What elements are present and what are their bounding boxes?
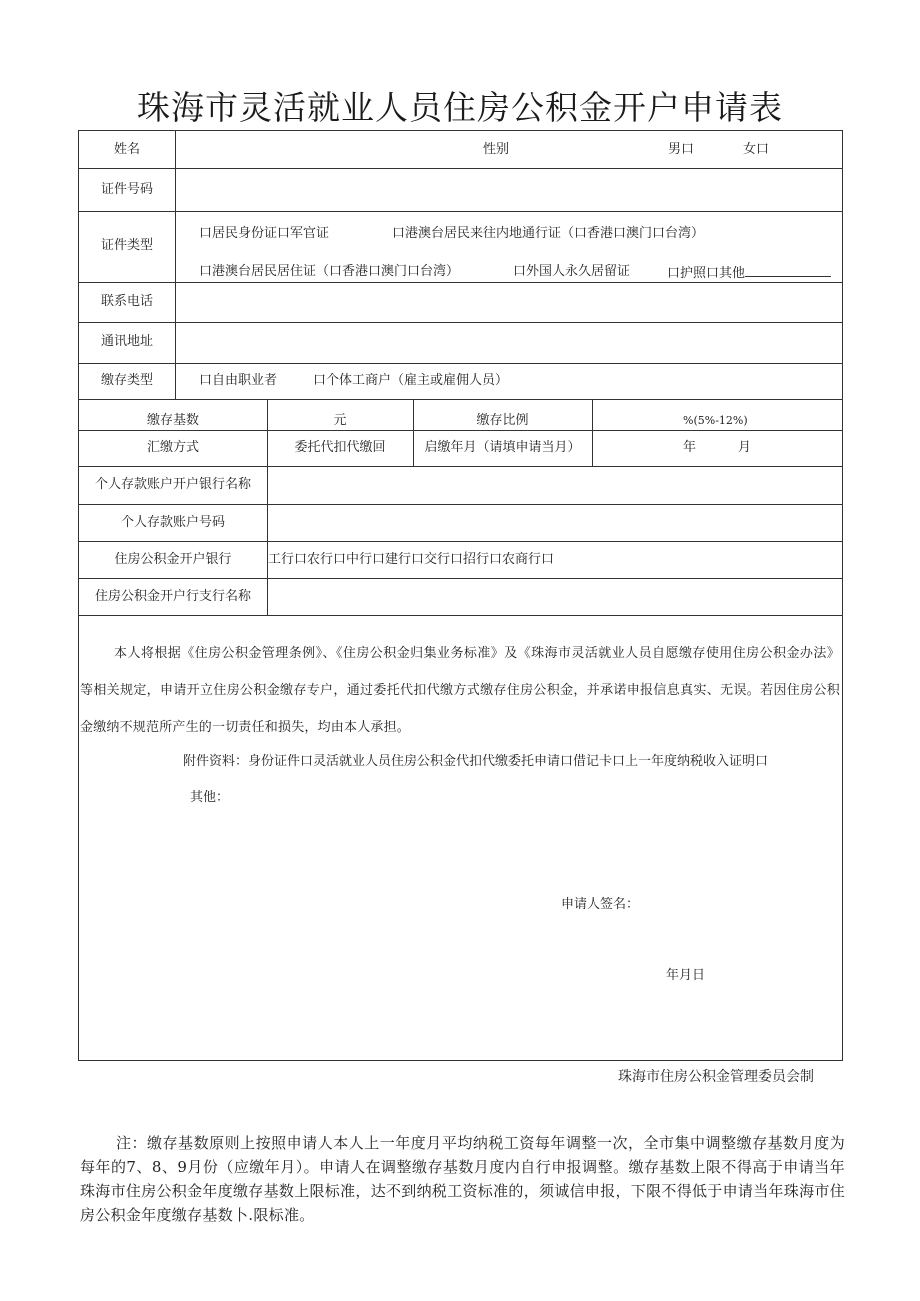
footnote: 注：缴存基数原则上按照申请人本人上一年度月平均纳税工资每年调整一次，全市集中调整缴存基数月度为每年的7、8、9月份（应缴年月）。申请人在调整缴存基数月度内自行申报调整。缴存基数上限不得高于申请当年珠海市住房公积金年度缴存基数上限标准，达不到纳税工资标准的，须诚信申报，下限不得低于申请当年珠海市住房公积金年度缴存基数卜.限标准。 bbox=[80, 1134, 846, 1224]
signature-label: 申请人签名： bbox=[561, 897, 640, 912]
name-label: 姓名 bbox=[113, 142, 140, 157]
fund-bank-label: 住房公积金开户银行 bbox=[114, 552, 232, 567]
date-label: 年月日 bbox=[666, 968, 706, 983]
attachments-line[interactable]: 附件资料：身份证件口灵活就业人员住房公积金代扣代缴委托申请口借记卡口上一年度纳税收入证明口 bbox=[183, 754, 769, 769]
id-type-options-3[interactable]: 口港澳台居民居住证（口香港口澳门口台湾） bbox=[199, 264, 460, 279]
id-type-options-4[interactable]: 口外国人永久居留证 bbox=[513, 264, 631, 279]
other-label: 其他： bbox=[190, 790, 230, 805]
id-type-options-2[interactable]: 口港澳台居民来往内地通行证（口香港口澳门口台湾） bbox=[392, 226, 705, 241]
id-type-other-blank[interactable] bbox=[745, 264, 831, 277]
bank-name-label: 个人存款账户开户银行名称 bbox=[94, 477, 251, 492]
account-number-label: 个人存款账户号码 bbox=[120, 515, 225, 530]
start-month-unit: 月 bbox=[738, 440, 752, 455]
page-title: 珠海市灵活就业人员住房公积金开户申请表 bbox=[137, 88, 783, 127]
method-label: 汇缴方式 bbox=[146, 440, 199, 455]
ratio-value: %(5%-12%) bbox=[683, 414, 748, 427]
gender-label: 性别 bbox=[483, 142, 510, 157]
deposit-type-label: 缴存类型 bbox=[100, 373, 153, 388]
deposit-type-freelancer[interactable]: 口自由职业者 bbox=[199, 373, 278, 388]
id-type-options-1[interactable]: 口居民身份证口军官证 bbox=[199, 226, 330, 241]
phone-label: 联系电话 bbox=[100, 294, 153, 309]
start-month-label: 启缴年月（请填申请当月） bbox=[424, 440, 581, 455]
id-number-label: 证件号码 bbox=[100, 182, 153, 197]
declaration-text: 本人将根据《住房公积金管理条例》、《住房公积金归集业务标准》及《珠海市灵活就业人员自愿缴存使用住房公积金办法》等相关规定，申请开立住房公积金缴存专户，通过委托代扣代缴方式缴存住房公积金，并承诺申报信息真实、无误。若因住房公积金缴纳不规范所产生的一切责任和损失，均由本人承担。 bbox=[80, 646, 840, 735]
id-type-options-5[interactable] bbox=[667, 264, 831, 282]
base-unit: 元 bbox=[333, 413, 347, 428]
base-label: 缴存基数 bbox=[146, 413, 199, 428]
id-type-label: 证件类型 bbox=[100, 238, 153, 253]
gender-male-checkbox[interactable]: 男口 bbox=[668, 142, 695, 157]
id-type-other-label: 口护照口其他 bbox=[667, 266, 746, 281]
start-year-unit: 年 bbox=[683, 440, 697, 455]
issuer-name: 珠海市住房公积金管理委员会制 bbox=[618, 1069, 814, 1085]
fund-bank-options[interactable]: 工行口农行口中行口建行口交行口招行口农商行口 bbox=[268, 552, 555, 567]
application-form-table bbox=[78, 130, 843, 1061]
branch-name-label: 住房公积金开户行支行名称 bbox=[94, 589, 251, 604]
gender-female-checkbox[interactable]: 女口 bbox=[743, 142, 770, 157]
ratio-label: 缴存比例 bbox=[476, 413, 529, 428]
deposit-type-self-employed[interactable]: 口个体工商户（雇主或雇佣人员） bbox=[313, 373, 509, 388]
address-label: 通讯地址 bbox=[100, 334, 153, 349]
method-value[interactable]: 委托代扣代缴回 bbox=[294, 440, 386, 455]
